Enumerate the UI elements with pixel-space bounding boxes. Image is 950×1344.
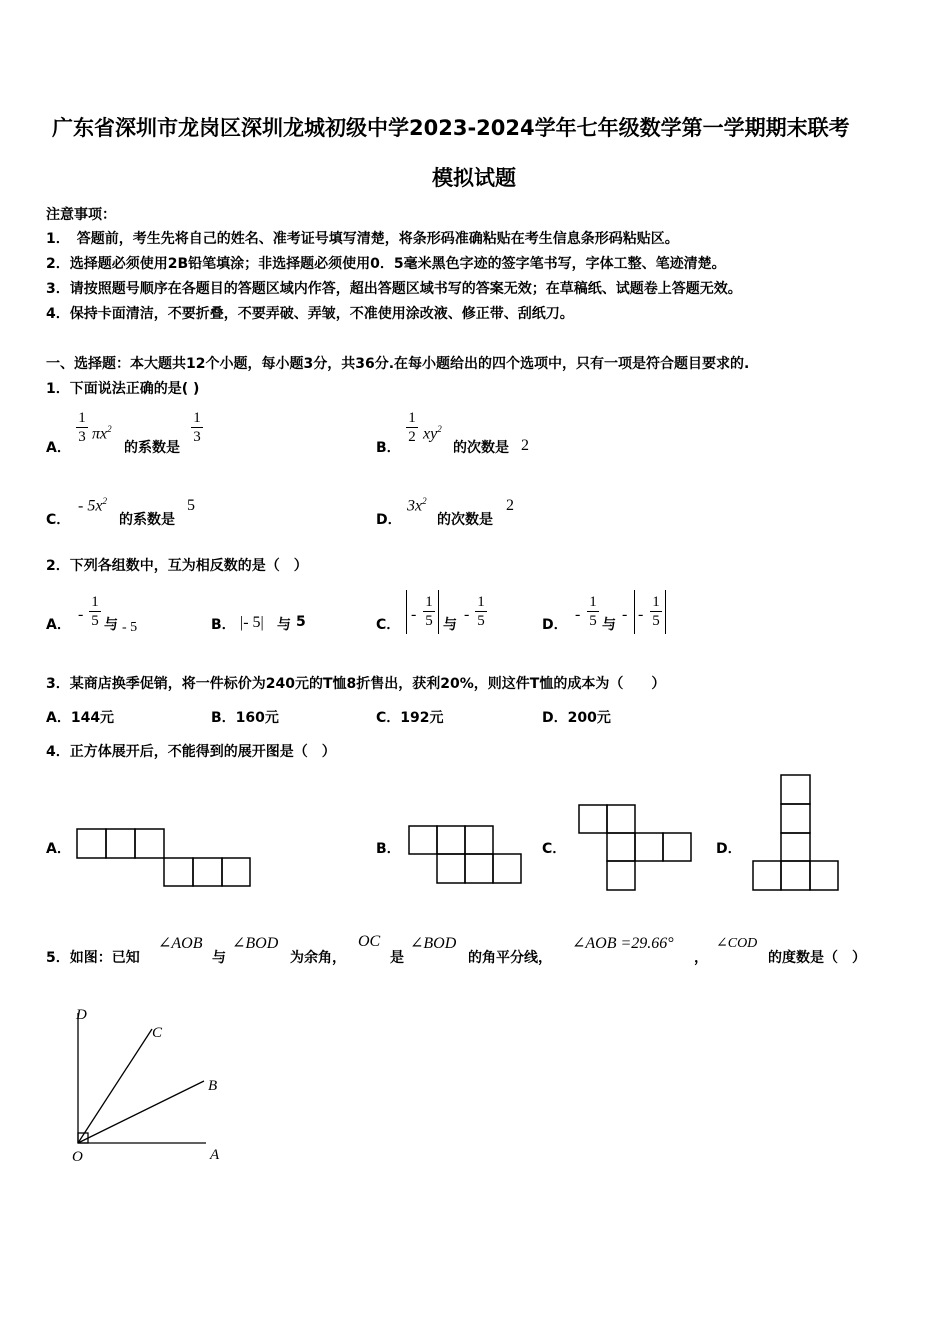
q5-angle-figure xyxy=(70,1005,230,1170)
q2-d-inner-minus: - xyxy=(638,606,644,623)
q1-c-expr: - $5x^2$ xyxy=(78,496,107,515)
q2-option-c-label: C． xyxy=(376,617,401,633)
q3-option-a: A．144元 xyxy=(46,710,115,726)
q2-b-with: 与 xyxy=(277,617,291,633)
q2-c-abs-left xyxy=(406,590,407,634)
q2-c-rhs-fraction: 1 5 xyxy=(475,594,487,629)
q2-c-fraction: 1 5 xyxy=(423,594,435,629)
q2-a-fraction: 1 5 xyxy=(89,594,101,629)
q2-b-rhs: 5 xyxy=(296,614,306,630)
question-5-stem: 5．如图：已知 xyxy=(46,950,140,966)
q1-d-answer: 2 xyxy=(506,497,514,514)
question-1-stem: 1．下面说法正确的是( ) xyxy=(46,381,200,397)
q5-text-degree: 的度数是（ ） xyxy=(768,950,866,966)
q2-a-minus: - xyxy=(78,606,84,623)
q1-option-b-label: B． xyxy=(376,440,401,456)
notice-item: 4．保持卡面清洁，不要折叠，不要弄破、弄皱，不准使用涂改液、修正带、刮纸刀。 xyxy=(46,306,574,322)
q2-d-with: 与 xyxy=(602,617,616,633)
q5-text-complementary: 为余角， xyxy=(290,950,346,966)
q4-net-b xyxy=(408,825,524,885)
q5-oc: OC xyxy=(358,933,381,950)
q1-b-expr: $xy^2$ xyxy=(423,424,442,443)
q3-option-d: D．200元 xyxy=(542,710,611,726)
label-b: B xyxy=(208,1078,218,1094)
q2-b-abs: |- 5| xyxy=(240,614,264,631)
label-c: C xyxy=(152,1025,163,1041)
q4-net-a xyxy=(76,828,252,888)
page-title-line2: 模拟试题 xyxy=(432,166,516,190)
q1-option-d-label: D． xyxy=(376,512,402,528)
q5-angle-aob: ∠AOB xyxy=(158,935,203,952)
q2-option-a-label: A． xyxy=(46,617,71,633)
q1-c-text: 的系数是 xyxy=(119,512,175,528)
q4-option-d-label: D． xyxy=(716,841,742,857)
q4-net-d xyxy=(752,774,840,892)
q4-option-a-label: A． xyxy=(46,841,71,857)
q4-option-b-label: B． xyxy=(376,841,401,857)
q5-equation: ∠AOB =29.66° xyxy=(572,935,674,952)
q2-option-d-label: D． xyxy=(542,617,568,633)
q1-d-text: 的次数是 xyxy=(437,512,493,528)
notice-item: 1． 答题前，考生先将自己的姓名、准考证号填写清楚，将条形码准确粘贴在考生信息条形码粘贴区。 xyxy=(46,231,679,247)
q2-c-minus: - xyxy=(411,606,417,623)
q1-d-expr: $3x^2$ xyxy=(407,496,427,515)
q5-is: 是 xyxy=(390,950,404,966)
q1-option-a-label: A． xyxy=(46,440,71,456)
q1-c-answer: 5 xyxy=(187,497,195,514)
label-o: O xyxy=(72,1149,83,1165)
q2-a-rhs: - 5 xyxy=(122,620,138,635)
q2-c-abs-right xyxy=(438,590,439,634)
q2-d-abs-left xyxy=(634,590,635,634)
page-title: 广东省深圳市龙岗区深圳龙城初级中学2023-2024学年七年级数学第一学期期末联考 xyxy=(52,116,850,140)
q1-a-text: 的系数是 xyxy=(124,440,180,456)
q1-a-answer-fraction: 1 3 xyxy=(191,410,203,445)
q5-comma: ， xyxy=(694,950,708,966)
q2-d-minus: - xyxy=(575,606,581,623)
q2-d-abs-right xyxy=(665,590,666,634)
q5-angle-bod: ∠BOD xyxy=(232,935,279,952)
notice-item: 2．选择题必须使用2B铅笔填涂；非选择题必须使用0．5毫米黑色字迹的签字笔书写，字体工整、笔迹清楚。 xyxy=(46,256,726,272)
ray-oc xyxy=(78,1029,152,1143)
notice-item: 3．请按照题号顺序在各题目的答题区域内作答，超出答题区域书写的答案无效；在草稿纸、试题卷上答题无效。 xyxy=(46,281,742,297)
ray-ob xyxy=(78,1081,204,1143)
q1-a-fraction: 1 3 xyxy=(76,410,88,445)
label-a: A xyxy=(210,1147,220,1163)
q4-option-c-label: C． xyxy=(542,841,567,857)
q3-option-b: B．160元 xyxy=(211,710,279,726)
q5-angle-cod: ∠COD xyxy=(716,936,758,951)
q1-a-expr: $\pi x^2$ xyxy=(92,424,112,443)
q5-angle-bod-2: ∠BOD xyxy=(410,935,457,952)
q2-a-with: 与 xyxy=(104,617,118,633)
q2-d-rminus: - xyxy=(622,606,628,623)
q5-text-bisector: 的角平分线， xyxy=(468,950,552,966)
q5-with: 与 xyxy=(212,950,226,966)
q1-b-answer: 2 xyxy=(521,437,529,454)
q4-net-c xyxy=(578,804,694,892)
q2-c-rminus: - xyxy=(464,606,470,623)
q1-b-text: 的次数是 xyxy=(453,440,509,456)
q1-option-c-label: C． xyxy=(46,512,71,528)
q2-d-fraction: 1 5 xyxy=(587,594,599,629)
section-heading: 一、选择题：本大题共12个小题，每小题3分，共36分.在每小题给出的四个选项中，只有一项是符合题目要求的. xyxy=(46,356,750,372)
q3-option-c: C．192元 xyxy=(376,710,444,726)
question-3-stem: 3．某商店换季促销，将一件标价为240元的T恤8折售出，获利20%，则这件T恤的成本为（ ） xyxy=(46,676,666,692)
q2-option-b-label: B． xyxy=(211,617,236,633)
label-d: D xyxy=(76,1007,87,1023)
notice-heading: 注意事项： xyxy=(46,207,116,223)
q2-c-with: 与 xyxy=(443,617,457,633)
q1-b-fraction: 1 2 xyxy=(406,410,418,445)
question-2-stem: 2．下列各组数中，互为相反数的是（ ） xyxy=(46,558,308,574)
question-4-stem: 4．正方体展开后，不能得到的展开图是（ ） xyxy=(46,744,336,760)
q2-d-rhs-fraction: 1 5 xyxy=(650,594,662,629)
